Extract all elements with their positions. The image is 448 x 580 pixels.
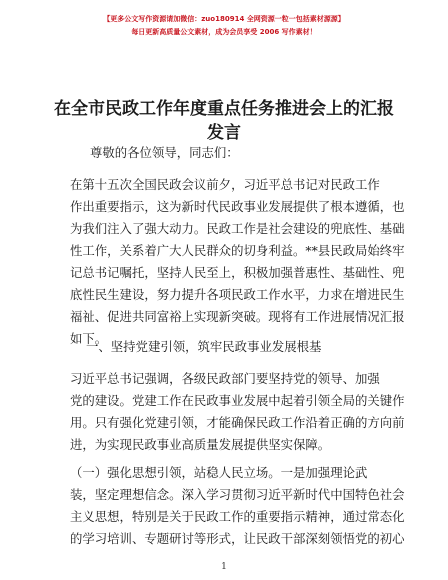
paragraph-line: 习近平总书记强调，各级民政部门要坚持党的领导、加强 <box>70 371 380 386</box>
section-heading-1: 一、坚持党建引领，筑牢民政事业发展根基 <box>86 339 322 354</box>
paragraph-line: 党的建设。党建工作在民政事业发展中起着引领全局的关键作 <box>70 393 405 408</box>
paragraph-line: （一）强化思想引领，站稳人民立场。一是加强理论武 <box>70 465 368 480</box>
paragraph-line: 性工作，关系着广大人民群众的切身利益。**县民政局始终牢 <box>70 243 405 258</box>
document-title-line-1: 在全市民政工作年度重点任务推进会上的汇报 <box>54 99 394 119</box>
paragraph-line: 作出重要指示，这为新时代民政事业发展提供了根本遵循，也 <box>70 199 405 214</box>
paragraph-1 <box>70 174 405 350</box>
paragraph-line: 主义思想，特别是关于民政工作的重要指示精神，通过常态化 <box>70 509 405 524</box>
promo-banner-line-2: 每日更新高质量公文素材，成为会员享受 2006 写作素材！ <box>131 28 317 36</box>
paragraph-line: 的学习培训、专题研讨等形式，让民政干部深刻领悟党的初心 <box>70 531 405 546</box>
paragraph-line: 为我们注入了强大动力。民政工作是社会建设的兜底性、基础 <box>70 221 405 236</box>
paragraph-line: 底性民生建设，努力提升各项民政工作水平，力求在增进民生 <box>70 287 405 302</box>
paragraph-line: 福祉、促进共同富裕上实现新突破。现将有工作进展情况汇报 <box>70 309 405 324</box>
paragraph-line: 用。只有强化党建引领，才能确保民政工作沿着正确的方向前 <box>70 415 405 430</box>
paragraph-line: 在第十五次全国民政会议前夕，习近平总书记对民政工作 <box>70 177 380 192</box>
paragraph-2 <box>70 368 405 456</box>
salutation: 尊敬的各位领导，同志们： <box>90 145 239 160</box>
promo-banner-line-1: 【更多公文写作资源请加微信：zuo180914 全网资源一粒一包括素材源源】 <box>103 15 345 23</box>
paragraph-3 <box>70 462 405 550</box>
paragraph-line: 记总书记嘱托，坚持人民至上，积极加强普惠性、基础性、兜 <box>70 265 405 280</box>
paragraph-line: 装，坚定理想信念。深入学习贯彻习近平新时代中国特色社会 <box>70 487 405 502</box>
document-title-line-2: 发言 <box>207 123 241 143</box>
page-number: 1 <box>221 562 227 572</box>
paragraph-line: 进，为实现民政事业高质量发展提供坚实保障。 <box>70 437 331 452</box>
paragraph-line: 如下。 <box>70 331 108 346</box>
